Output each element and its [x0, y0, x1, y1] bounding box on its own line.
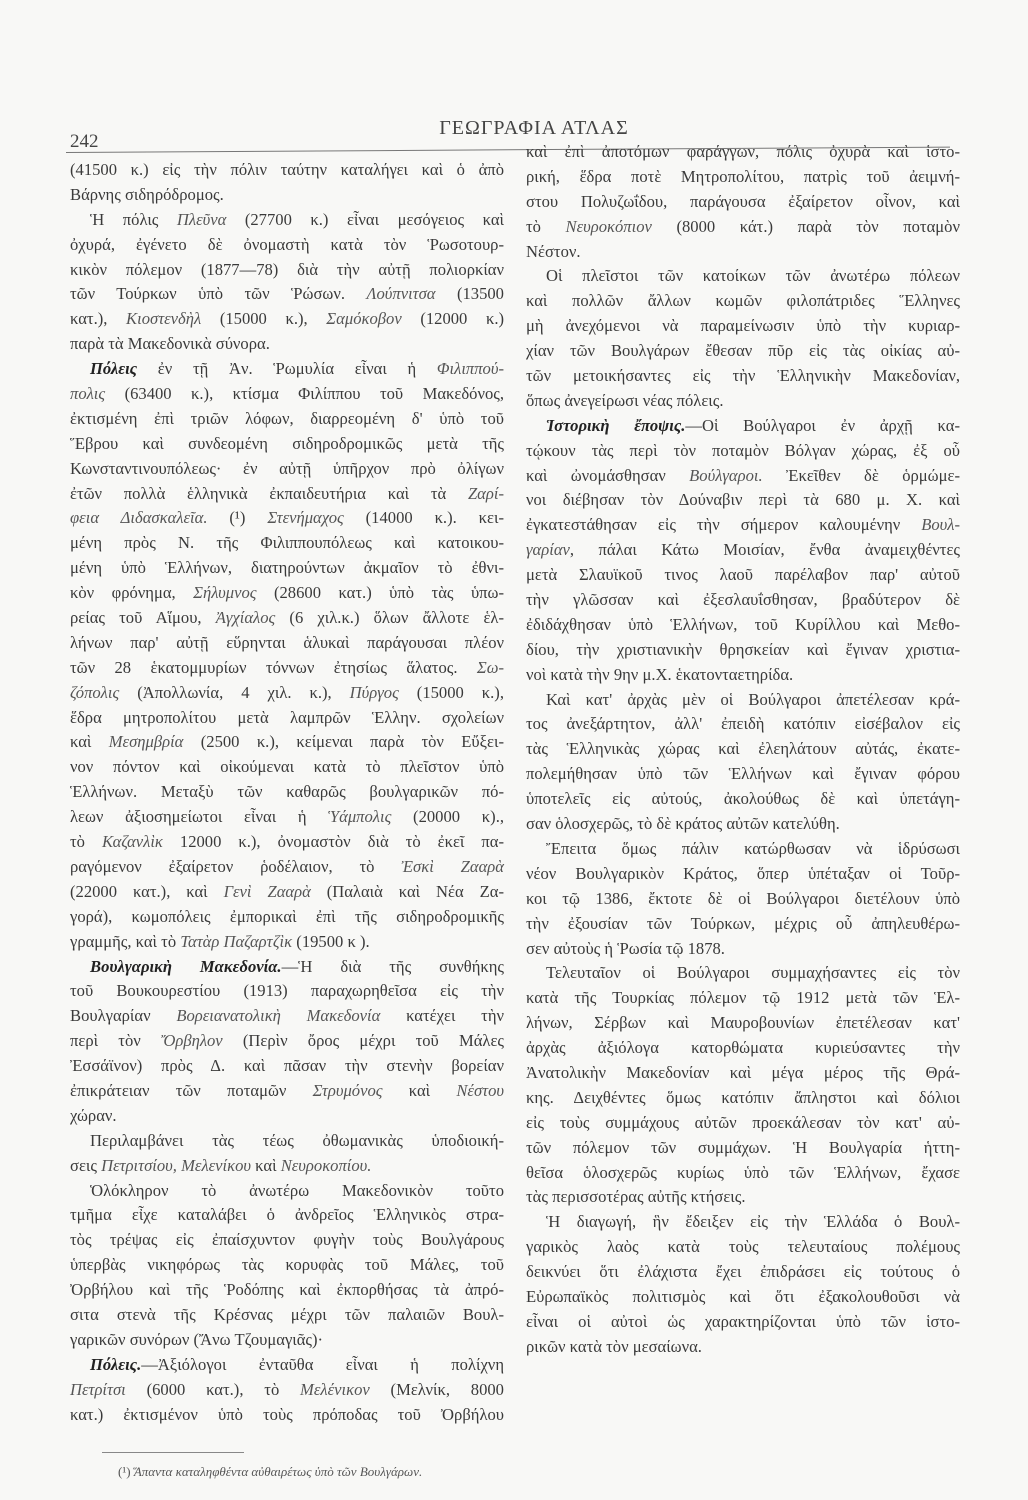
text-line: [526, 1161, 960, 1186]
text-line: [526, 289, 960, 314]
text-line: [526, 613, 960, 638]
text-line: [526, 264, 960, 289]
text-run: λήνων παρ' αὐτῇ εὕρηνται ἁλυκαὶ παράγουσαι πλέον: [70, 632, 504, 652]
text-run: κικὸν πόλεμον (1877—78) διὰ τὴν αὐτῇ πολιορκίαν: [70, 259, 504, 279]
text-run: εἶναι οἱ αὐτοὶ ὡς χαρακτηρίζονται ὑπὸ τῶν ἱστο-: [526, 1311, 960, 1331]
text-run: τμῆμα εἶχε καταλάβει ὁ ἀνδρεῖος Ἑλληνικὸς στρα-: [70, 1205, 504, 1225]
text-run: τος ἀνεξάρτητον, ἀλλ' ἐπειδὴ κατόπιν εἰσέβαλον εἰς: [526, 714, 960, 734]
text-line: [70, 1303, 504, 1328]
text-line: [526, 1310, 960, 1335]
text-line: [526, 737, 960, 762]
text-run: Καὶ κατ' ἀρχὰς μὲν οἱ Βούλγαροι ἀπετέλεσαν κρά-: [546, 689, 960, 709]
text-run: τὴν ἐξουσίαν τῶν Τούρκων, μέχρις οὗ ἀπηλευθέρω-: [526, 913, 960, 933]
text-line: [70, 1054, 504, 1079]
text-run: γαρικὸς λαὸς κατὰ τοὺς τελευταίους πολέμους: [526, 1237, 960, 1257]
text-run: τὸ: [526, 216, 566, 236]
text-line: [526, 513, 960, 538]
text-run: νον πόντον καὶ οἰκούμεναι κατὰ τὸ πλεῖστον ὑπὸ: [70, 757, 504, 777]
text-run: 12000 κ.), ὀνομαστὸν διὰ τὸ ἐκεῖ πα-: [162, 832, 504, 852]
text-line: [526, 1210, 960, 1235]
text-run: Ἡ διαγωγή, ἣν ἔδειξεν εἰς τὴν Ἑλλάδα ὁ Βουλ-: [546, 1212, 960, 1232]
text-line: [526, 862, 960, 887]
text-run: τὴν γλῶσσαν καὶ ἐξεσλαυΐσθησαν, βραδύτερον δὲ: [526, 590, 960, 610]
place-name: Τατὰρ Παζαρτζὶκ: [180, 931, 293, 951]
text-line: [70, 307, 504, 332]
footnote-marker: (¹): [118, 1464, 131, 1479]
place-name: Πύργος: [349, 682, 399, 702]
text-line: [526, 762, 960, 787]
place-name: πολις: [70, 384, 106, 404]
text-run: εἰς τοὺς συμμάχους αὐτῶν προεκάλεσαν τὸν κατ' αὐ-: [526, 1112, 960, 1132]
text-line: [70, 681, 504, 706]
text-run: ρική, ἕδρα ποτὲ Μητροπολίτου, πατρὶς τοῦ ἀειμνή-: [526, 166, 960, 186]
text-run: Ἐσσάϊνον) πρὸς Δ. καὶ πᾶσαν τὴν στενὴν βορείαν: [70, 1056, 504, 1076]
place-name: Καζανλὶκ: [101, 832, 163, 852]
text-line: [70, 208, 504, 233]
text-run: μὴ ἀνεχόμενοι νὰ παραμείνωσιν ὑπὸ τὴν κυριαρ-: [526, 316, 960, 336]
text-line: [70, 1154, 504, 1179]
text-run: (6000 κατ.), τὸ: [125, 1379, 301, 1399]
text-run: ἐπικράτειαν τῶν ποταμῶν: [70, 1080, 313, 1100]
text-run: χίαν τῶν Βουλγάρων ἔθεσαν πῦρ εἰς τὰς οἰκίας αὐ-: [526, 341, 960, 361]
text-line: [70, 1079, 504, 1104]
text-run: τῶν Τούρκων ὑπὸ τῶν Ῥώσων.: [70, 284, 367, 304]
text-line: [526, 638, 960, 663]
text-run: ὑπερβὰς νικηφόρως τὰς κορυφὰς τοῦ Μάλες, τοῦ: [70, 1255, 504, 1275]
text-run: κατὰ τῆς Τουρκίας πόλεμον τῷ 1912 μετὰ τῶν Ἑλ-: [526, 988, 960, 1008]
text-run: Περιλαμβάνει τὰς τέως ὀθωμανικὰς ὑποδιοική-: [90, 1130, 504, 1150]
text-run: , πάλαι Κάτω Μοισίαν, ἔνθα ἀναμειχθέντες: [569, 540, 960, 560]
text-run: τὸ: [70, 832, 102, 852]
text-run: Βάρνης σιδηρόδρομος.: [70, 184, 224, 204]
text-run: γαρικῶν συνόρων (Ἄνω Τζουμαγιᾶς)·: [70, 1329, 324, 1349]
text-run: (15000 κ.),: [201, 309, 327, 329]
text-run: ὑποτελεῖς εἰς αὐτούς, ἀκολούθως δὲ καὶ ὑπετάγη-: [526, 789, 960, 809]
text-line: [526, 912, 960, 937]
text-run: στου Πολυζωΐδου, παράγουσα ἐξαίρετον οἶνον, καὶ: [526, 191, 960, 211]
text-line: [526, 215, 960, 240]
text-line: [70, 1179, 504, 1204]
place-name: Γενὶ Ζααρὰ: [223, 881, 311, 901]
text-run: νέον Βουλγαρικὸν Κράτος, ὅπερ ὑπέταξαν οἱ Τοῦρ-: [526, 863, 960, 883]
text-run: Ὁλόκληρον τὸ ἀνωτέρω Μακεδονικὸν τοῦτο: [90, 1180, 504, 1200]
text-line: [526, 663, 960, 688]
text-line: [70, 880, 504, 905]
text-run: μένη ὑπὸ Ἑλλήνων, διατηρούντων ἀκμαῖον τὸ ἐθνι-: [70, 558, 504, 578]
text-run: καὶ: [382, 1080, 457, 1100]
text-run: δεικνύει ὅτι ἐλάχιστα ἔχει ἐπιδράσει εἰς τούτους ὁ: [526, 1262, 960, 1282]
text-line: [70, 183, 504, 208]
text-line: [526, 464, 960, 489]
left-column: [70, 158, 504, 1427]
text-run: καὶ ὠνομάσθησαν: [526, 465, 690, 485]
text-run: κατ.) ἐκτισμένον ὑπὸ τοὺς πρόποδας τοῦ Ὀρβήλου: [70, 1404, 504, 1424]
text-line: [70, 1104, 504, 1129]
text-line: [70, 506, 504, 531]
text-run: (Παλαιὰ καὶ Νέα Ζα-: [310, 881, 504, 901]
text-run: Ἔπειτα ὅμως πάλιν κατώρθωσαν νὰ ἱδρύσωσι: [546, 838, 960, 858]
text-run: Εὐρωπαϊκὸς πολιτισμὸς καὶ ὅτι ἐξακολουθοῦσι νὰ: [526, 1286, 960, 1306]
text-line: [70, 905, 504, 930]
place-name: Ζαρί-: [467, 483, 504, 503]
text-line: [526, 1011, 960, 1036]
text-line: [526, 165, 960, 190]
text-run: Οἱ πλεῖστοι τῶν κατοίκων τῶν ἀνωτέρω πόλεων: [546, 266, 960, 286]
footnote: [118, 1464, 422, 1480]
text-line: [70, 706, 504, 731]
place-name: Βορειανατολικὴ Μακεδονία: [176, 1006, 381, 1026]
running-header-title: ΓΕΩΓΡΑΦΙΑ ΑΤΛΑΣ: [439, 117, 629, 139]
text-run: —Ἀξιόλογοι ἐνταῦθα εἶναι ἡ πολίχνη: [141, 1354, 504, 1374]
place-name: Πετριτσίου, Μελενίκου: [101, 1155, 252, 1175]
text-run: τῶν 28 ἑκατομμυρίων τόννων ἐτησίως ἅλατος.: [70, 657, 477, 677]
place-name: Ἀγχίαλος: [215, 608, 276, 628]
text-run: τὰς Ἑλληνικὰς χώρας καὶ ἐλεηλάτουν αὐτάς, ἐκατε-: [526, 739, 960, 759]
text-run: ἐτῶν πολλὰ ἑλληνικὰ ἐκπαιδευτήρια καὶ τὰ: [70, 483, 468, 503]
text-run: Ἑλλήνων. Μεταξὺ τῶν καθαρῶς βουλγαρικῶν πό-: [70, 782, 504, 802]
text-line: [526, 1061, 960, 1086]
text-line: [70, 581, 504, 606]
section-heading: Ἱστορικὴ ἔποψις.: [546, 415, 686, 435]
place-name: Στρυμόνος: [312, 1080, 383, 1100]
text-line: [70, 830, 504, 855]
place-name: Νευροκόπιον: [565, 216, 652, 236]
text-line: [526, 961, 960, 986]
text-run: κατέχει τὴν: [380, 1006, 504, 1026]
text-line: [526, 488, 960, 513]
text-run: γραμμῆς, καὶ τὸ: [70, 931, 181, 951]
text-run: τῶν πόλεμον τῶν συμμάχων. Ἡ Βουλγαρία ἡττη-: [526, 1137, 960, 1157]
text-line: [526, 439, 960, 464]
text-line: [526, 1036, 960, 1061]
text-line: [70, 1378, 504, 1403]
text-run: (8000 κάτ.) παρὰ τὸν ποταμὸν: [651, 216, 960, 236]
text-run: σαν ὁλοσχερῶς, τὸ δὲ κράτος αὐτῶν κατελύθη.: [526, 814, 840, 834]
text-line: [70, 805, 504, 830]
text-run: (14000 κ.). κει-: [343, 508, 504, 528]
text-run: τῴκουν τὰς περὶ τὸν ποταμὸν Βόλγαν χώρας, ἐξ οὗ: [526, 440, 960, 460]
text-line: [70, 780, 504, 805]
text-run: Βουλγαρίαν: [70, 1006, 177, 1026]
place-name: Πετρίτσι: [70, 1379, 126, 1399]
text-run: ἀρχὰς ἀξιόλογα κατορθώματα κυριεύσαντες τὴν: [526, 1038, 960, 1058]
text-run: σεν αὐτοὺς ἡ Ῥωσία τῷ 1878.: [526, 938, 725, 958]
section-heading: Πόλεις.: [90, 1354, 142, 1374]
place-name: Στενήμαχος: [267, 508, 344, 528]
text-run: ἕδρα μητροπολίτου μετὰ λαμπρῶν Ἑλλην. σχολείων: [70, 707, 504, 727]
text-line: [70, 1328, 504, 1353]
text-line: [70, 979, 504, 1004]
place-name: Κιοστενδὴλ: [126, 309, 202, 329]
text-line: [70, 233, 504, 258]
text-line: [70, 855, 504, 880]
text-line: [70, 631, 504, 656]
text-run: Κωνσταντινουπόλεως· ἐν αὐτῇ ὑπῆρχον πρὸ ὀλίγων: [70, 458, 504, 478]
text-run: καὶ ἐπὶ ἀποτόμων φαράγγων, πόλις ὀχυρὰ καὶ ἱστο-: [526, 142, 960, 161]
text-run: (41500 κ.) εἰς τὴν πόλιν ταύτην καταλήγει καὶ ὁ ἀπὸ: [70, 160, 504, 179]
text-run: Νέστον.: [526, 241, 581, 261]
text-run: (Περὶν ὄρος μέχρι τοῦ Μάλες: [222, 1031, 505, 1051]
text-line: [70, 606, 504, 631]
text-run: γορά), κωμοπόλεις ἐμπορικαὶ ἐπὶ τῆς σιδηροδρομικῆς: [70, 906, 504, 926]
text-run: χώραν.: [70, 1105, 117, 1125]
text-line: [526, 1185, 960, 1210]
text-run: ἐδιδάχθησαν ὑπὸ Ἑλλήνων, τοῦ Κυρίλλου καὶ Μεθο-: [526, 614, 960, 634]
text-run: καὶ πολλῶν ἄλλων κωμῶν φιλοπάτριδες Ἕλληνες: [526, 291, 960, 311]
place-name: Ὑάμπολις: [328, 807, 392, 827]
text-line: [526, 140, 960, 165]
text-run: (¹): [207, 508, 268, 528]
text-run: —Ἡ διὰ τῆς συνθήκης: [281, 956, 504, 976]
text-line: [70, 1228, 504, 1253]
section-heading: Πόλεις: [90, 359, 138, 379]
text-line: [526, 1086, 960, 1111]
text-line: [70, 1004, 504, 1029]
place-name: Ὄρβηλον: [160, 1031, 223, 1051]
text-run: παρὰ τὰ Μακεδονικὰ σύνορα.: [70, 334, 270, 354]
text-line: [526, 240, 960, 265]
text-run: Ἕβρου καὶ συνδεομένη σιδηροδρομικῶς μετὰ τῆς: [70, 433, 504, 453]
text-run: (13500: [435, 284, 504, 304]
place-name: Φιλιππού-: [436, 359, 504, 379]
text-run: λήνων, Σέρβων καὶ Μαυροβουνίων ἐπετέλεσαν κατ': [526, 1013, 960, 1033]
text-line: [526, 190, 960, 215]
text-line: [526, 688, 960, 713]
text-run: —Οἱ Βούλγαροι ἐν ἀρχῇ κα-: [685, 415, 960, 435]
page-number: 242: [70, 131, 99, 152]
text-run: θεῖσα ὁλοσχερῶς κυρίως ὑπὸ τῶν Ἑλλήνων, ἔχασε: [526, 1162, 960, 1182]
text-line: [70, 1029, 504, 1054]
place-name: Βούλγαροι.: [689, 465, 763, 485]
text-run: (63400 κ.), κτίσμα Φιλίππου τοῦ Μακεδόνος,: [105, 384, 504, 404]
text-line: [526, 1285, 960, 1310]
text-line: [70, 930, 504, 955]
text-run: δίου, τὴν χριστιανικὴν θρησκείαν καὶ ἔγιναν χριστια-: [526, 639, 960, 659]
text-run: τὸς τρέψας εἰς ἐπαίσχυντον φυγὴν τοὺς Βουλγάρους: [70, 1230, 504, 1250]
text-line: [70, 1353, 504, 1378]
text-run: (Ἀπολλωνία, 4 χιλ. κ.),: [119, 682, 350, 702]
text-run: τῶν μετοικήσαντες εἰς τὴν Ἑλληνικὴν Μακεδονίαν,: [526, 366, 960, 386]
text-run: μετὰ Σλαυϊκοῦ τινος λαοῦ παρέλαβον παρ' αὐτοῦ: [526, 565, 960, 585]
section-heading: Βουλγαρικὴ Μακεδονία.: [90, 956, 282, 976]
place-name: Μελένικον: [300, 1379, 370, 1399]
text-run: σιτα στενὰ τῆς Κρέσνας μέχρι τῶν παλαιῶν Βουλ-: [70, 1304, 504, 1324]
text-run: τοῦ Βουκουρεστίου (1913) παραχωρηθεῖσα εἰς τὴν: [70, 981, 504, 1001]
text-line: [70, 1253, 504, 1278]
text-line: [526, 1136, 960, 1161]
text-line: [70, 755, 504, 780]
text-line: [526, 389, 960, 414]
place-name: Μεσημβρία: [108, 732, 184, 752]
text-line: [526, 937, 960, 962]
text-run: ἐκτισμένη ἐπὶ τριῶν λόφων, διαρρεομένη δ' ὑπὸ τοῦ: [70, 408, 504, 428]
text-run: (Μελνίκ, 8000: [369, 1379, 504, 1399]
text-run: μένη πρὸς Ν. τῆς Φιλιππουπόλεως καὶ κατοικου-: [70, 533, 504, 553]
text-run: Ὀρβήλου καὶ τῆς Ῥοδόπης καὶ ἐκπορθήσας τὰ ἀπρό-: [70, 1280, 504, 1300]
text-run: (15000 κ.),: [398, 682, 504, 702]
place-name: Πλεῦνα: [176, 209, 227, 229]
text-line: [70, 482, 504, 507]
text-line: [526, 314, 960, 339]
place-name: Ἐσκὶ Ζααρὰ: [401, 856, 504, 876]
place-name: Νέστου: [456, 1080, 505, 1100]
text-line: [70, 1403, 504, 1428]
text-run: νοι διέβησαν τὸν Δούναβιν περὶ τὰ 680 μ. Χ. καὶ: [526, 490, 960, 510]
text-line: [70, 955, 504, 980]
text-line: [526, 339, 960, 364]
text-run: ραγόμενον ἐξαίρετον ῥοδέλαιον, τὸ: [70, 856, 402, 876]
text-line: [70, 282, 504, 307]
text-line: [526, 712, 960, 737]
text-line: [526, 563, 960, 588]
text-run: (20000 κ).,: [391, 807, 504, 827]
place-name: Σω-: [476, 657, 504, 677]
place-name: ζόπολις: [70, 682, 120, 702]
text-line: [70, 1278, 504, 1303]
footnote-text: Ἅπαντα καταληφθέντα αὐθαιρέτως ὑπὸ τῶν Βουλγάρων.: [133, 1464, 423, 1479]
text-run: ἐν τῇ Ἀν. Ῥωμυλία εἶναι ἡ: [137, 359, 437, 379]
text-run: καὶ: [251, 1155, 281, 1175]
text-run: κοι τῷ 1386, ἔκτοτε δὲ οἱ Βούλγαροι διετέλουν ὑπὸ: [526, 888, 960, 908]
text-line: [70, 407, 504, 432]
text-run: σεις: [70, 1155, 102, 1175]
text-run: κατ.),: [70, 309, 127, 329]
text-line: [526, 414, 960, 439]
text-run: (2500 κ.), κείμεναι παρὰ τὸν Εὔξει-: [183, 732, 504, 752]
text-line: [526, 364, 960, 389]
text-run: λεων ἀξιοσημείωτοι εἶναι ἡ: [70, 807, 329, 827]
text-line: [70, 357, 504, 382]
text-run: Ἀνατολικὴν Μακεδονίαν καὶ μέγα μέρος τῆς Θρά-: [526, 1062, 960, 1082]
text-run: τὰς περισσοτέρας αὐτῆς κτήσεις.: [526, 1187, 746, 1207]
text-line: [526, 837, 960, 862]
place-name: Λούπνιτσα: [366, 284, 436, 304]
text-line: [70, 432, 504, 457]
text-line: [70, 531, 504, 556]
text-line: [70, 1203, 504, 1228]
text-line: [526, 1111, 960, 1136]
place-name: Βουλ-: [921, 515, 960, 535]
text-run: Ἐκεῖθεν δὲ ὁρμώμε-: [762, 465, 960, 485]
right-column: [526, 140, 960, 1360]
text-run: ὅπως ἀνεγείρωσι νέας πόλεις.: [526, 390, 724, 410]
text-run: (22000 κατ.), καὶ: [70, 881, 224, 901]
text-run: ρείας τοῦ Αἵμου,: [70, 608, 216, 628]
text-line: [526, 1235, 960, 1260]
text-line: [526, 1260, 960, 1285]
text-line: [526, 787, 960, 812]
text-line: [526, 887, 960, 912]
text-line: [70, 730, 504, 755]
text-run: πολεμήθησαν ὑπὸ τῶν Ἑλλήνων καὶ ἔγιναν φόρου: [526, 764, 960, 784]
text-run: περὶ τὸν: [70, 1031, 161, 1051]
text-run: νοὶ κατὰ τὴν 9ην μ.Χ. ἑκατονταετηρίδα.: [526, 664, 794, 684]
text-line: [70, 457, 504, 482]
footnote-rule: [102, 1452, 244, 1453]
place-name: γαρίαν: [526, 540, 570, 560]
text-run: (28600 κατ.) ὑπὸ τὰς ὑπω-: [256, 583, 504, 603]
text-line: [526, 986, 960, 1011]
place-name: Σήλυμνος: [193, 583, 257, 603]
text-line: [526, 538, 960, 563]
place-name: Νευροκοπίου.: [280, 1155, 372, 1175]
text-run: (12000 κ.): [401, 309, 505, 329]
text-run: Ἡ πόλις: [90, 209, 177, 229]
place-name: φεια Διδασκαλεῖα.: [70, 508, 208, 528]
text-line: [70, 258, 504, 283]
text-run: καὶ: [70, 732, 109, 752]
text-run: (6 χιλ.κ.) ὅλων ἄλλοτε ἑλ-: [275, 608, 504, 628]
text-line: [70, 556, 504, 581]
text-line: [70, 656, 504, 681]
place-name: Σαμόκοβον: [326, 309, 402, 329]
text-run: ἐγκατεστάθησαν εἰς τὴν σήμερον καλουμένην: [526, 515, 922, 535]
text-line: [526, 588, 960, 613]
text-run: κης. Δειχθέντες ὅμως κατόπιν ἄπληστοι καὶ δόλιοι: [526, 1087, 960, 1107]
text-run: (19500 κ ).: [292, 931, 370, 951]
text-line: [70, 382, 504, 407]
text-run: ρικῶν κατὰ τὸν μεσαίωνα.: [526, 1336, 702, 1356]
text-run: κὸν φρόνημα,: [70, 583, 194, 603]
text-line: [526, 1335, 960, 1360]
text-run: (27700 κ.) εἶναι μεσόγειος καὶ: [226, 209, 504, 229]
text-line: [70, 1129, 504, 1154]
text-run: Τελευταῖον οἱ Βούλγαροι συμμαχήσαντες εἰς τὸν: [546, 963, 960, 983]
text-line: [70, 332, 504, 357]
text-run: ὀχυρά, ἐγένετο δὲ ὀνομαστὴ κατὰ τὸν Ῥωσοτουρ-: [70, 234, 504, 254]
text-line: [70, 158, 504, 183]
text-line: [526, 812, 960, 837]
